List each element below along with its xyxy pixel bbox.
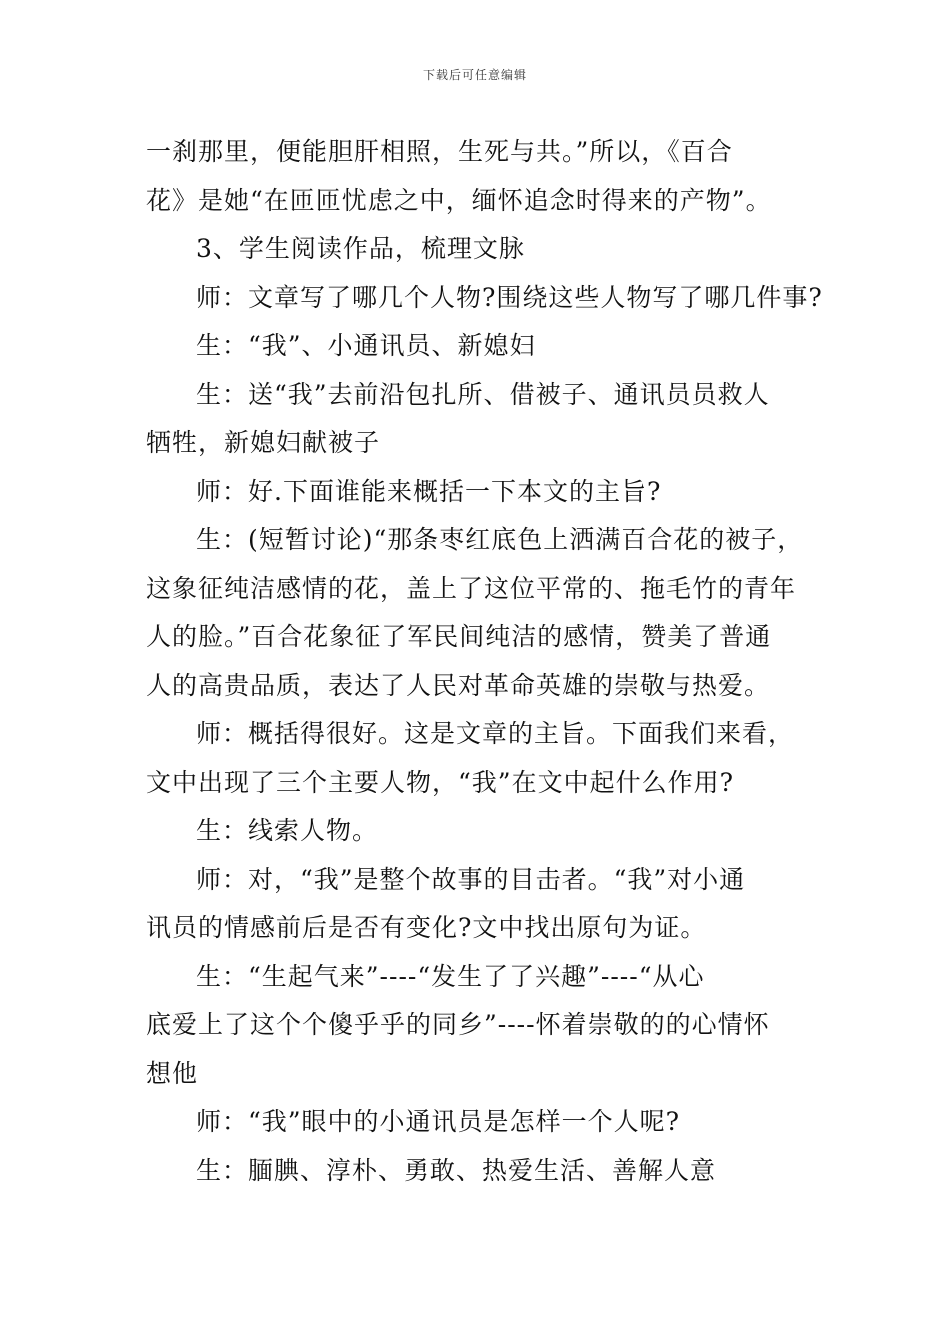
text-line: 生：“我”、小通讯员、新媳妇 — [196, 331, 536, 360]
text-line: 文中出现了三个主要人物，“我”在文中起什么作用? — [146, 767, 734, 797]
text-line: 人的高贵品质，表达了人民对革命英雄的崇敬与热爱。 — [146, 670, 771, 700]
text-line: 一刹那里，便能胆肝相照，生死与共。”所以，《百合 — [146, 137, 733, 166]
text-line: 生：腼腆、淳朴、勇敢、热爱生活、善解人意 — [196, 1155, 717, 1185]
text-line: 师：概括得很好。这是文章的主旨。下面我们来看， — [196, 719, 795, 748]
text-line: 生：线索人物。 — [196, 816, 379, 845]
text-line: 师：“我”眼中的小通讯员是怎样一个人呢? — [196, 1107, 680, 1136]
text-line: 牺牲，新媳妇献被子 — [146, 428, 381, 457]
text-line: 想他 — [146, 1058, 199, 1088]
text-line: 人的脸。”百合花象征了军民间纯洁的感情，赞美了普通 — [146, 622, 772, 651]
text-line: 底爱上了这个个傻乎乎的同乡”----怀着崇敬的的心情怀 — [146, 1010, 770, 1039]
text-line: 师：文章写了哪几个人物?围绕这些人物写了哪几件事? — [196, 282, 823, 312]
text-line: 生：送“我”去前沿包扎所、借被子、通讯员员救人 — [196, 379, 770, 409]
text-line: 3、学生阅读作品，梳理文脉 — [196, 234, 525, 263]
text-line: 花》是她“在匝匝忧虑之中，缅怀追念时得来的产物”。 — [146, 185, 772, 215]
text-line: 生：“生起气来”----“发生了了兴趣”----“从心 — [196, 961, 705, 991]
text-line: 生：(短暂讨论)“那条枣红底色上洒满百合花的被子， — [196, 525, 804, 554]
text-line: 师：对，“我”是整个故事的目击者。“我”对小通 — [196, 864, 746, 894]
page-header: 下载后可任意编辑 — [422, 68, 527, 82]
text-line: 讯员的情感前后是否有变化?文中找出原句为证。 — [146, 913, 707, 942]
document-body — [146, 128, 823, 1195]
text-line: 师：好.下面谁能来概括一下本文的主旨? — [196, 476, 662, 506]
text-line: 这象征纯洁感情的花，盖上了这位平常的、拖毛竹的青年 — [146, 573, 797, 603]
